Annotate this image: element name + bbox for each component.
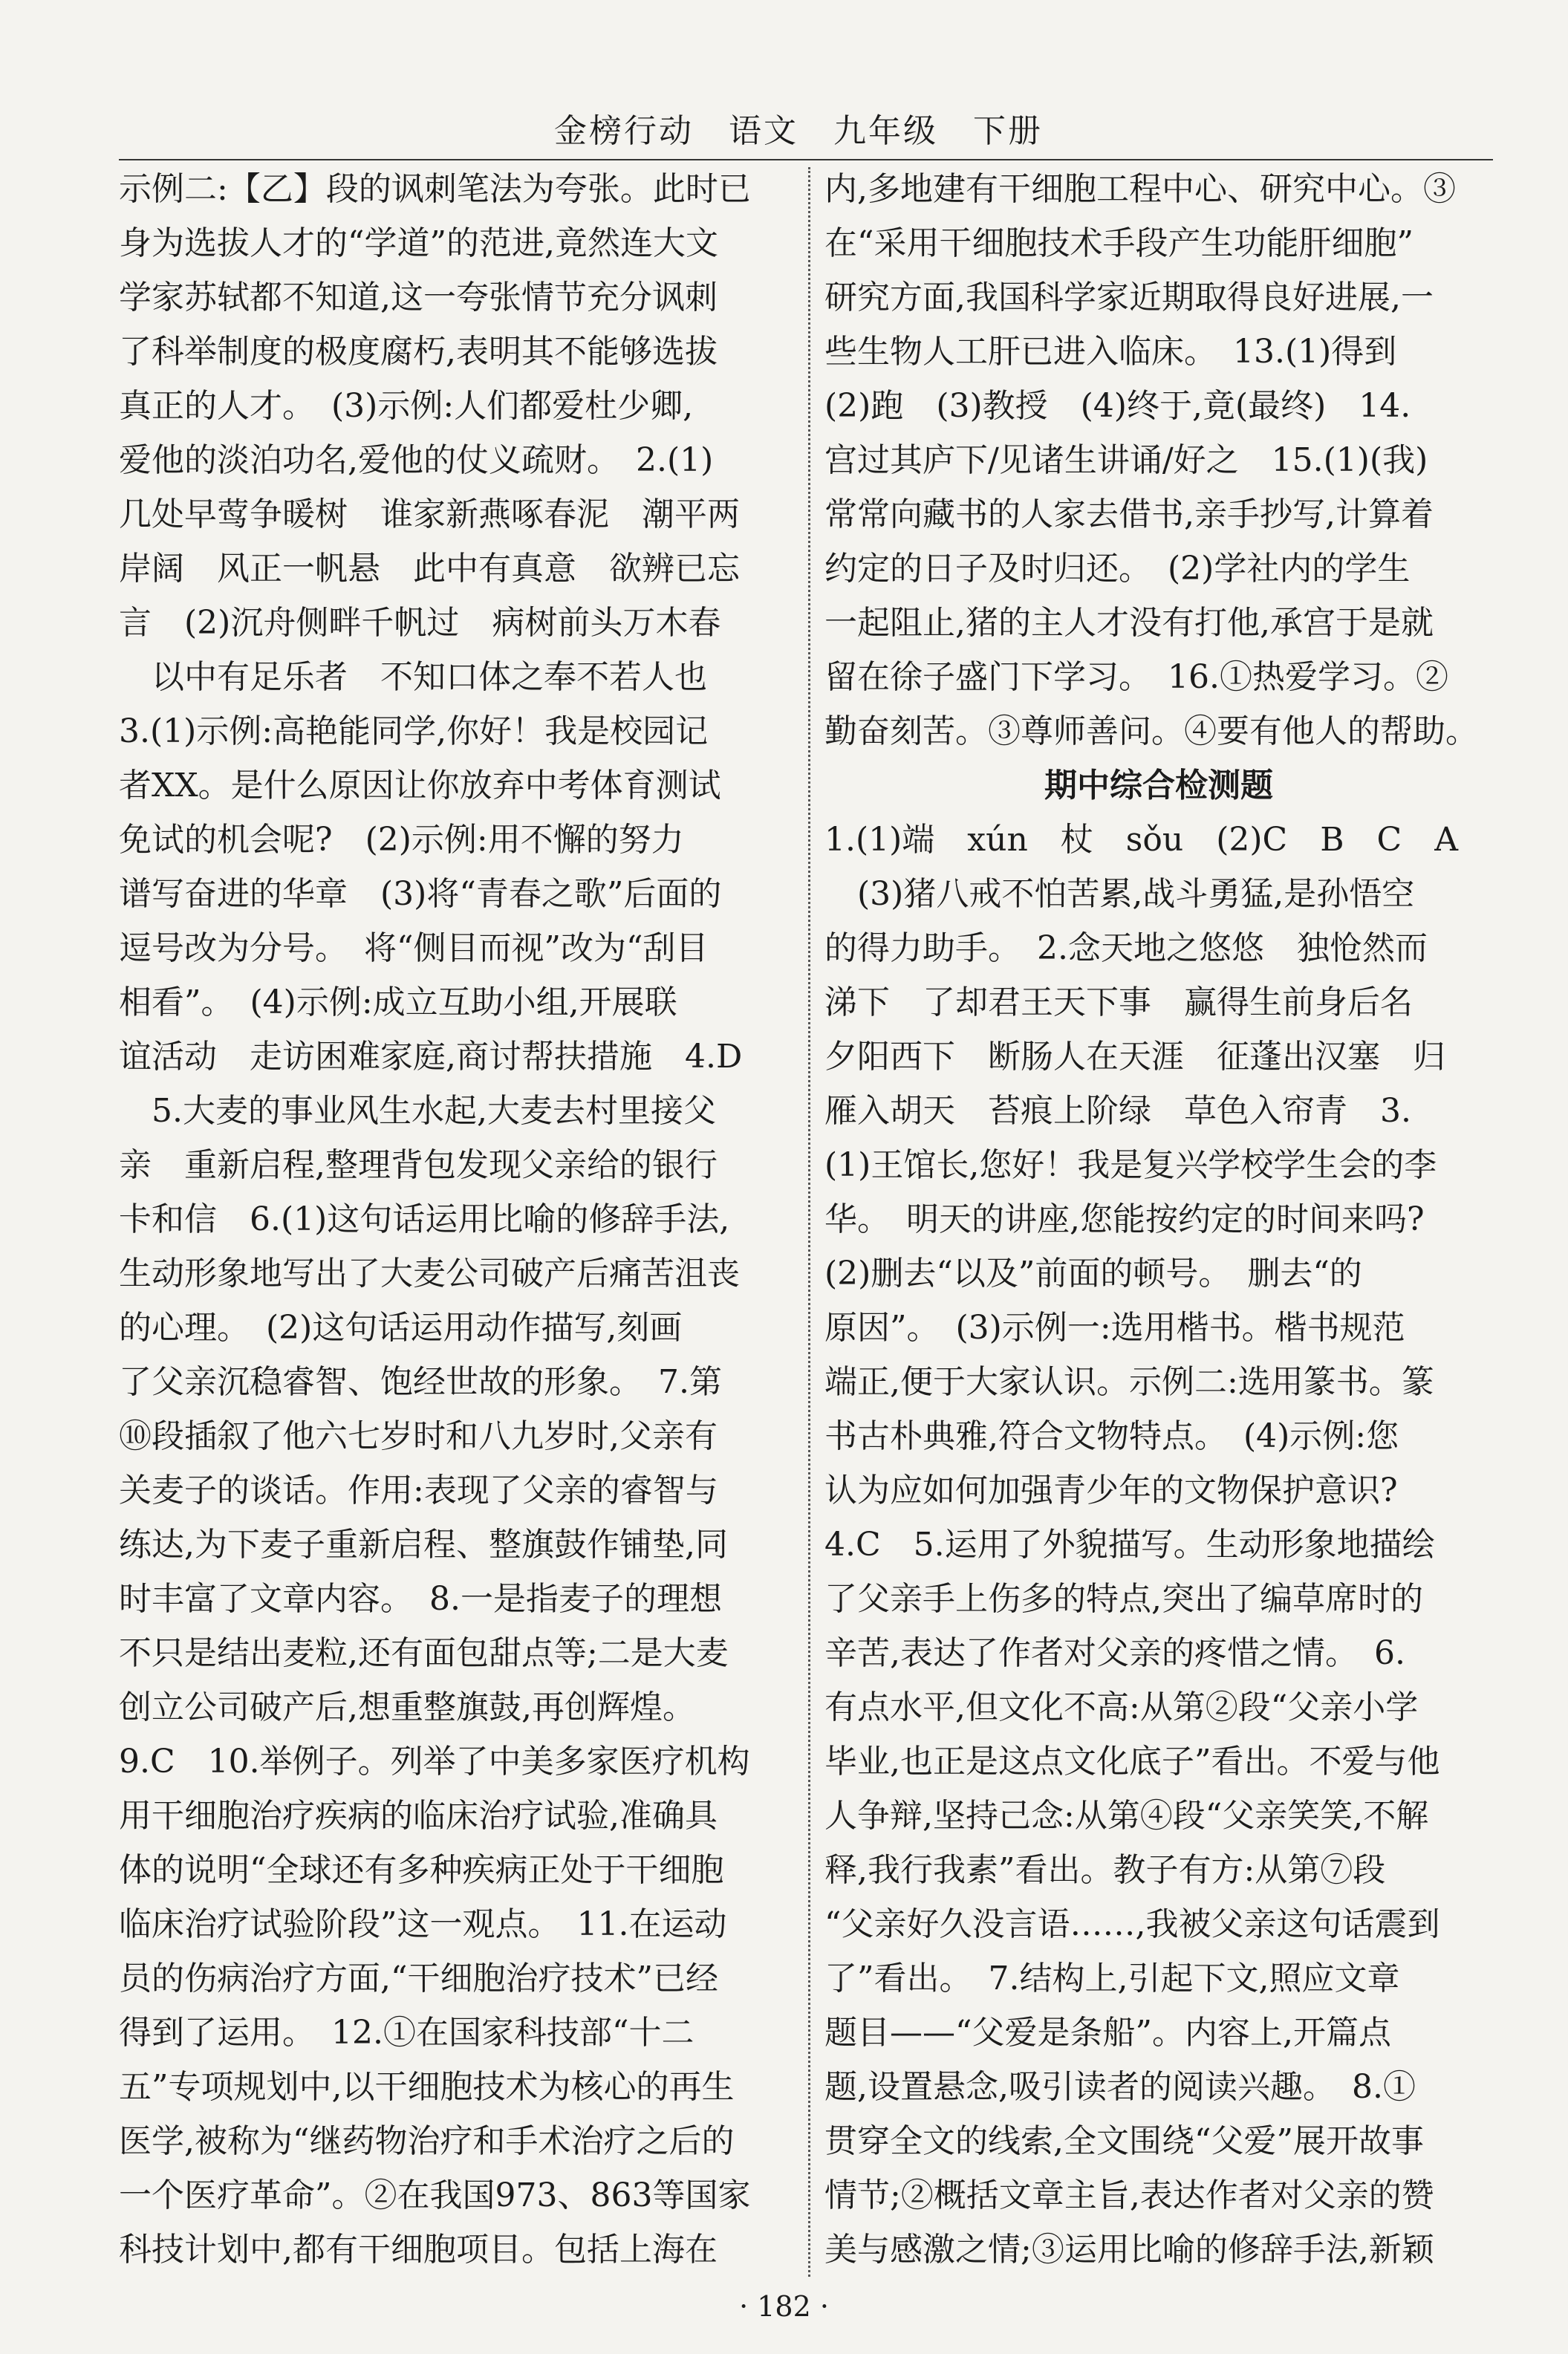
answer-line: 时丰富了文章内容。 8.一是指麦子的理想 xyxy=(119,1580,722,1618)
answer-line: 认为应如何加强青少年的文物保护意识? xyxy=(824,1472,1398,1509)
answer-line: 以中有足乐者 不知口体之奉不若人也 xyxy=(152,658,707,696)
answer-line: 常常向藏书的人家去借书,亲手抄写,计算着 xyxy=(824,495,1434,533)
answer-line: 岸阔 风正一帆悬 此中有真意 欲辨已忘 xyxy=(119,550,740,588)
answer-line: 科技计划中,都有干细胞项目。包括上海在 xyxy=(119,2231,718,2269)
answer-line: 约定的日子及时归还。 (2)学社内的学生 xyxy=(824,550,1411,588)
right-column xyxy=(824,162,1493,2279)
answer-line: 生动形象地写出了大麦公司破产后痛苦沮丧 xyxy=(119,1255,740,1293)
answer-line: 免试的机会呢? (2)示例:用不懈的努力 xyxy=(119,821,684,859)
answer-line: 学家苏轼都不知道,这一夸张情节充分讽刺 xyxy=(119,279,718,316)
answer-line: 创立公司破产后,想重整旗鼓,再创辉煌。 xyxy=(119,1688,695,1726)
answer-line: 卡和信 6.(1)这句话运用比喻的修辞手法, xyxy=(119,1200,730,1238)
answer-line: 有点水平,但文化不高:从第②段“父亲小学 xyxy=(824,1688,1419,1726)
left-column xyxy=(119,162,796,2279)
answer-line: 爱他的淡泊功名,爱他的仗义疏财。 2.(1) xyxy=(119,441,714,479)
answer-line: (1)王馆长,您好！我是复兴学校学生会的李 xyxy=(824,1146,1437,1184)
answer-line: 辛苦,表达了作者对父亲的疼惜之情。 6. xyxy=(824,1634,1405,1672)
answer-line: 人争辩,坚持己念:从第④段“父亲笑笑,不解 xyxy=(824,1797,1429,1835)
answer-line: 一个医疗革命”。②在我国973、863等国家 xyxy=(119,2176,751,2214)
answer-line: 些生物人工肝已进入临床。 13.(1)得到 xyxy=(824,333,1397,371)
answer-line: (3)猪八戒不怕苦累,战斗勇猛,是孙悟空 xyxy=(857,875,1415,913)
answer-line: 3.(1)示例:高艳能同学,你好！我是校园记 xyxy=(119,712,709,750)
answer-line: 释,我行我素”看出。教子有方:从第⑦段 xyxy=(824,1851,1386,1889)
answer-line: 示例二:【乙】段的讽刺笔法为夸张。此时已 xyxy=(119,170,751,208)
answer-line: 的得力助手。 2.念天地之悠悠 独怆然而 xyxy=(824,929,1428,967)
page-header: 金榜行动 语文 九年级 下册 xyxy=(554,112,1043,150)
answer-line: 谱写奋进的华章 (3)将“青春之歌”后面的 xyxy=(119,875,722,913)
answer-line: (2)跑 (3)教授 (4)终于,竟(最终) 14. xyxy=(824,387,1411,425)
answer-line: 关麦子的谈话。作用:表现了父亲的睿智与 xyxy=(119,1472,718,1509)
answer-line: 体的说明“全球还有多种疾病正处于干细胞 xyxy=(119,1851,724,1889)
page-number: · 182 · xyxy=(739,2290,829,2323)
answer-line: 医学,被称为“继药物治疗和手术治疗之后的 xyxy=(119,2122,735,2160)
answer-line: 原因”。 (3)示例一:选用楷书。楷书规范 xyxy=(824,1309,1405,1347)
answer-line: 题,设置悬念,吸引读者的阅读兴趣。 8.① xyxy=(824,2068,1416,2106)
answer-line: 了父亲沉稳睿智、饱经世故的形象。 7.第 xyxy=(119,1363,722,1401)
answer-line: 毕业,也正是这点文化底子”看出。不爱与他 xyxy=(824,1743,1440,1781)
answer-line: 了科举制度的极度腐朽,表明其不能够选拔 xyxy=(119,333,718,371)
answer-line: 相看”。 (4)示例:成立互助小组,开展联 xyxy=(119,983,677,1021)
answer-line: 华。 明天的讲座,您能按约定的时间来吗? xyxy=(824,1200,1425,1238)
answer-line: 言 (2)沉舟侧畔千帆过 病树前头万木春 xyxy=(119,604,721,642)
answer-line: 得到了运用。 12.①在国家科技部“十二 xyxy=(119,2014,694,2052)
answer-line: 4.C 5.运用了外貌描写。生动形象地描绘 xyxy=(824,1526,1435,1564)
answer-line: 书古朴典雅,符合文物特点。 (4)示例:您 xyxy=(824,1417,1399,1455)
answer-line: 涕下 了却君王天下事 赢得生前身后名 xyxy=(824,983,1413,1021)
answer-line: 练达,为下麦子重新启程、整旗鼓作铺垫,同 xyxy=(119,1526,728,1564)
answer-line: 美与感激之情;③运用比喻的修辞手法,新颖 xyxy=(824,2231,1434,2269)
answer-line: 谊活动 走访困难家庭,商讨帮扶措施 4.D xyxy=(119,1038,743,1076)
answer-line: 员的伤病治疗方面,“干细胞治疗技术”已经 xyxy=(119,1960,718,1997)
answer-line: 9.C 10.举例子。列举了中美多家医疗机构 xyxy=(119,1743,750,1781)
answer-line: (2)删去“以及”前面的顿号。 删去“的 xyxy=(824,1255,1362,1293)
answer-line: 了父亲手上伤多的特点,突出了编草席时的 xyxy=(824,1580,1423,1618)
answer-line: 端正,便于大家认识。示例二:选用篆书。篆 xyxy=(824,1363,1434,1401)
answer-line: 身为选拔人才的“学道”的范进,竟然连大文 xyxy=(119,224,718,262)
answer-line: 不只是结出麦粒,还有面包甜点等;二是大麦 xyxy=(119,1634,729,1672)
answer-line: 5.大麦的事业风生水起,大麦去村里接父 xyxy=(152,1092,716,1130)
answer-line: 临床治疗试验阶段”这一观点。 11.在运动 xyxy=(119,1905,727,1943)
answer-line: 了”看出。 7.结构上,引起下文,照应文章 xyxy=(824,1960,1400,1997)
header-rule xyxy=(119,159,1493,160)
answer-line: 用干细胞治疗疾病的临床治疗试验,准确具 xyxy=(119,1797,718,1835)
answer-line: ⑩段插叙了他六七岁时和八九岁时,父亲有 xyxy=(119,1417,718,1455)
answer-line: 勤奋刻苦。③尊师善问。④要有他人的帮助。 xyxy=(824,712,1478,750)
answer-line: 五”专项规划中,以干细胞技术为核心的再生 xyxy=(119,2068,735,2106)
section-title: 期中综合检测题 xyxy=(1044,767,1273,804)
answer-line: 雁入胡天 苔痕上阶绿 草色入帘青 3. xyxy=(824,1092,1411,1130)
answer-line: 亲 重新启程,整理背包发现父亲给的银行 xyxy=(119,1146,718,1184)
answer-line: 内,多地建有干细胞工程中心、研究中心。③ xyxy=(824,170,1456,208)
answer-line: “父亲好久没言语……,我被父亲这句话震到 xyxy=(824,1905,1440,1943)
answer-line: 一起阻止,猪的主人才没有打他,承宫于是就 xyxy=(824,604,1434,642)
answer-line: 1.(1)端 xún 杖 sǒu (2)C B C A xyxy=(824,821,1458,859)
answer-line: 几处早莺争暖树 谁家新燕啄春泥 潮平两 xyxy=(119,495,740,533)
answer-line: 题目——“父爱是条船”。内容上,开篇点 xyxy=(824,2014,1391,2052)
answer-line: 真正的人才。 (3)示例:人们都爱杜少卿, xyxy=(119,387,694,425)
answer-line: 贯穿全文的线索,全文围绕“父爱”展开故事 xyxy=(824,2122,1424,2160)
answer-line: 的心理。 (2)这句话运用动作描写,刻画 xyxy=(119,1309,683,1347)
answer-line: 者XX。是什么原因让你放弃中考体育测试 xyxy=(119,767,721,804)
answer-line: 宫过其庐下/见诸生讲诵/好之 15.(1)(我) xyxy=(824,441,1428,479)
answer-line: 研究方面,我国科学家近期取得良好进展,一 xyxy=(824,279,1434,316)
answer-line: 情节;②概括文章主旨,表达作者对父亲的赞 xyxy=(824,2176,1434,2214)
column-divider xyxy=(808,167,810,2277)
answer-line: 留在徐子盛门下学习。 16.①热爱学习。② xyxy=(824,658,1448,696)
answer-line: 逗号改为分号。 将“侧目而视”改为“刮目 xyxy=(119,929,709,967)
answer-line: 夕阳西下 断肠人在天涯 征蓬出汉塞 归 xyxy=(824,1038,1445,1076)
answer-line: 在“采用干细胞技术手段产生功能肝细胞” xyxy=(824,224,1414,262)
